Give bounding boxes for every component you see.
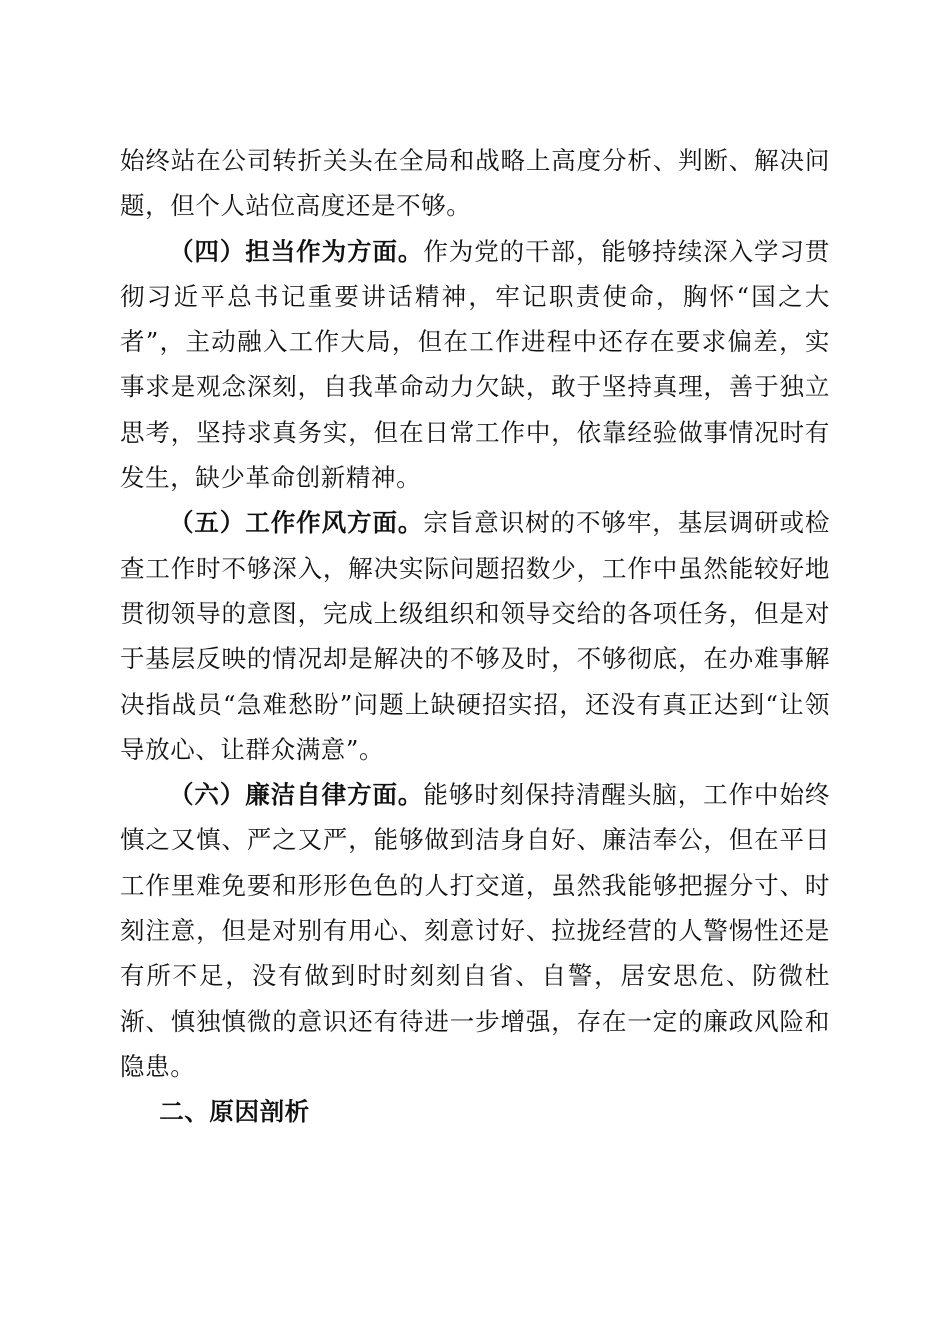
paragraph-lead: （五）工作作风方面。	[169, 508, 424, 538]
paragraph-body: 宗旨意识树的不够牢，基层调研或检查工作时不够深入，解决实际问题招数少，工作中虽然能较好地贯彻领导的意图，完成上级组织和领导交给的各项任务，但是对于基层反映的情况却是解决的不够及时，不够彻底，在办难事解决指战员“急难愁盼”问题上缺硬招实招，还没有真正达到“让领导放心、让群众满意”。	[120, 508, 830, 764]
paragraph-body: 始终站在公司转折关头在全局和战略上高度分析、判断、解决问题，但个人站位高度还是不够。	[120, 146, 830, 221]
paragraph-work-style	[120, 500, 830, 772]
document-page	[120, 138, 830, 1135]
paragraph-integrity	[120, 772, 830, 1089]
section-heading: 二、原因剖析	[159, 1097, 310, 1127]
paragraph-continuation	[120, 138, 830, 229]
paragraph-lead: （四）担当作为方面。	[169, 236, 424, 266]
paragraph-responsibility	[120, 229, 830, 501]
paragraph-body: 能够时刻保持清醒头脑，工作中始终慎之又慎、严之又严，能够做到洁身自好、廉洁奉公，但在平日工作里难免要和形形色色的人打交道，虽然我能够把握分寸、时刻注意，但是对别有用心、刻意讨好、拉拢经营的人警惕性还是有所不足，没有做到时时刻刻自省、自警，居安思危、防微杜渐、慎独慎微的意识还有待进一步增强，存在一定的廉政风险和隐患。	[120, 780, 830, 1081]
paragraph-lead: （六）廉洁自律方面。	[169, 780, 424, 810]
paragraph-body: 作为党的干部，能够持续深入学习贯彻习近平总书记重要讲话精神，牢记职责使命，胸怀“国之大者”，主动融入工作大局，但在工作进程中还存在要求偏差，实事求是观念深刻，自我革命动力欠缺，敢于坚持真理，善于独立思考，坚持求真务实，但在日常工作中，依靠经验做事情况时有发生，缺少革命创新精神。	[120, 236, 830, 493]
